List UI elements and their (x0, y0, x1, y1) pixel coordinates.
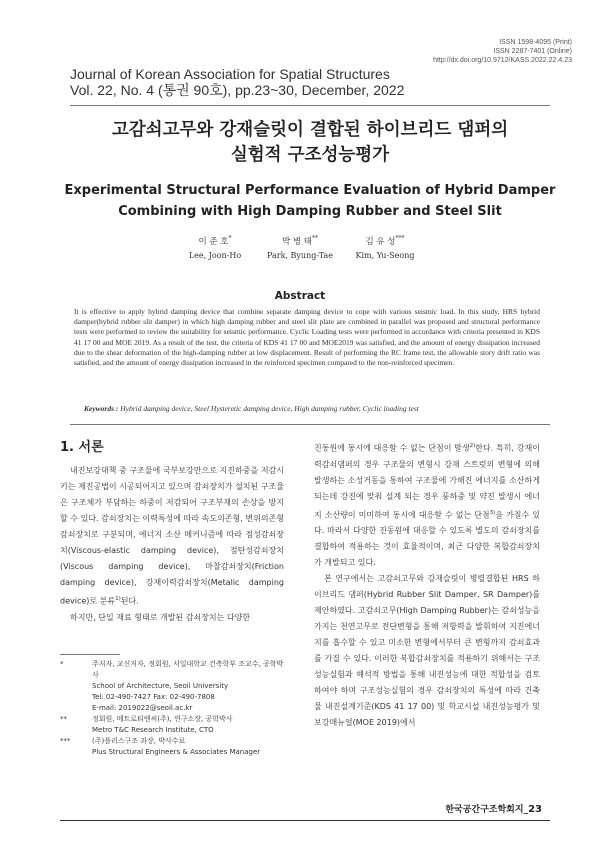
body-left-column (60, 463, 284, 626)
paragraph-text: 한다. 특히, 강재이력감쇠댐퍼의 경우 구조물의 변형시 강재 스트럿의 변형에 의해 발생하는 소성거동을 통하여 구조물에 가해진 에너지를 소산하게 되는데 강진에 맞춰 설계 되는 경우 풍하중 및 약진 발생시 에너지 소산량이 미미하여 동시에 대응할 수 없는 단점 (314, 443, 540, 520)
header-divider (70, 105, 550, 106)
korean-title (60, 118, 560, 168)
section-heading-introduction: 1. 서론 (60, 440, 104, 455)
page-number: 23 (528, 804, 542, 815)
english-title-line1: Experimental Structural Performance Evaluation of Hybrid Damper (64, 183, 556, 198)
footnote-mark: *** (60, 737, 71, 745)
paragraph-text: 진동원에 동시에 대응할 수 없는 단점이 발생 (314, 443, 470, 453)
footnote-mark: * (60, 660, 64, 668)
citation: 3) (489, 509, 496, 516)
paragraph-text: 을 가질수 있다. 따라서 다양한 진동원에 대응할 수 있도록 별도의 감쇠장치를 결합하여 적용하는 것이 효율적이며, 최근 다양한 복합감쇠장치가 개발되고 있다. (314, 510, 540, 568)
author-3-mark: *** (395, 235, 405, 242)
keywords-text: Hybrid damping device, Steel Hysteretic damping device, High damping rubber, Cyclic loading test (120, 404, 419, 413)
issn-online: ISSN 2287-7401 (Online) (493, 48, 572, 55)
footnotes (60, 659, 284, 758)
author-1-mark: * (228, 235, 232, 242)
footer-divider (60, 820, 550, 821)
author-3-english-name: Kim, Yu-Seong (355, 250, 415, 260)
paragraph (60, 463, 284, 610)
footnote-mark: ** (60, 715, 67, 723)
author-3-korean-name: 김 유 성 (365, 236, 396, 247)
footnote-line: School of Architecture, Seoil University (92, 682, 229, 690)
author-1-english-name: Lee, Joon-Ho (188, 250, 242, 260)
paragraph-text: 된다. (120, 596, 139, 606)
footer-journal: 한국공간구조학회지_ (445, 805, 529, 815)
keywords-label: Keywords : (84, 404, 119, 413)
abstract-divider (70, 424, 550, 425)
journal-name: Journal of Korean Association for Spatial Structures (70, 66, 390, 82)
paragraph (314, 438, 540, 571)
citation: 1) (115, 596, 121, 602)
english-title-line2: Combining with High Damping Rubber and Steel Slit (118, 204, 502, 219)
author-3 (325, 232, 445, 263)
footnote-email[interactable]: E-mail: 2019022@seoil.ac.kr (92, 704, 193, 712)
footnote-line: Tel: 02-490-7427 Fax: 02-490-7808 (92, 693, 215, 701)
footnote-line: 주저자, 교신저자, 정회원, 서일대학교 건축학부 조교수, 공학박사 (92, 660, 284, 679)
footnote-1 (60, 659, 284, 714)
issn-block (433, 38, 572, 65)
footnote-divider (60, 654, 120, 655)
footnote-line: Plus Structural Engineers & Associates Manager (92, 748, 261, 756)
footnote-line: 정회원, 메트로티엔씨(주), 연구소장, 공학박사 (92, 715, 233, 723)
author-2-mark: ** (312, 235, 319, 242)
journal-volume: Vol. 22, No. 4 (통권 90호), pp.23~30, December, 2022 (70, 82, 405, 98)
doi-link[interactable]: http://dx.doi.org/10.9712/KASS.2022.22.4.23 (433, 57, 572, 64)
journal-header (70, 66, 550, 98)
author-1-korean-name: 이 준 호 (198, 236, 229, 247)
footnote-2 (60, 714, 284, 736)
korean-title-line1: 고감쇠고무와 강재슬릿이 결합된 하이브리드 댐퍼의 (111, 120, 509, 140)
paragraph: 하지만, 단일 재료 형태로 개발된 감쇠장치는 다양한 (70, 612, 251, 622)
paragraph: 본 연구에서는 고감쇠고무와 강재슬릿이 병렬결합된 HRS 하이브리드 댐퍼(Hybrid Rubber Slit Damper, SR Damper)를 제안하였다. 고감쇠고무(High Damping Rubber)는 감쇠성능을 가지는 천연고무로 전단변형을 통해 저항력을 발휘하여 지진에너지를 흡수할 수 있고 미소한 변형에서부터 큰 변형까지 감쇠효과를 가질 수 있다. 이러한 복합감쇠장치를 적용하기 위해서는 구조성능실험과 해석적 방법을 통해 내진성능에 대한 적합성을 검토하여야 하며 구조성능실험의 경우 감쇠장치의 특성에 따라 건축물 내진설계기준(KDS 41 17 00) 및 학교시설 내진성능평가 및 보강매뉴얼(MOE 2019)에서 (314, 574, 540, 728)
keywords (84, 404, 544, 413)
abstract-text: It is effective to apply hybrid damping device that combine separate damping device to cope with various seismic load. In this study, HRS hybrid damper(hybrid rubber slit damper) in which high damping rubber and steel slit plate are combined in parallel was proposed and structural performance tests were performed to review the suitability for seismic performance. Cyclic Loading tests were performed in accordance with criteria presented in KDS 41 17 00 and MOE 2019. As a result of the test, the criteria of KDS 41 17 00 and MOE2019 was satisfied, and the amount of energy dissipation increased due to the shear deformation of the high-damping rubber at low displacement. Result of performing the RC frame test, the allowable story drift ratio was satisfied, and the amount of energy dissipation increased in the reinforced specimen compared to the non-reinforced specimen. (74, 307, 540, 368)
author-2-korean-name: 박 병 태 (281, 236, 313, 247)
footnote-line: Metro T&C Research Institute, CTO (92, 726, 214, 734)
issn-print: ISSN 1598-4095 (Print) (499, 39, 572, 46)
citation: 2) (469, 443, 476, 449)
english-title (60, 180, 560, 222)
body-right-column (314, 438, 540, 731)
page-footer (445, 802, 542, 815)
footnote-3 (60, 736, 284, 758)
korean-title-line2: 실험적 구조성능평가 (230, 145, 390, 165)
abstract-heading: Abstract (274, 290, 326, 302)
paragraph-text: 내진보강대책 중 구조물에 국부보강만으로 지진하중을 저감시키는 제진공법이 시공되어지고 있으며 감쇠장치가 설치된 구조물은 구조체가 부담하는 하중이 저감되어 구조부재의 손상을 방지 할 수 있다. 감쇠장치는 이력특성에 따라 속도의존형, 변위의존형 감쇠장치로 구분되며, 에너지 소산 메커니즘에 따라 점성감쇠장치(Viscous-elastic damping device), 점탄성감쇠장치(Viscous damping device), 마찰감쇠장치(Friction damping device), 강재이력감쇠장치(Metalic damping device)로 분류 (60, 466, 284, 606)
author-2-english-name: Park, Byung-Tae (266, 250, 333, 260)
footnote-line: (주)플러스구조 과장, 박사수료 (92, 737, 186, 745)
